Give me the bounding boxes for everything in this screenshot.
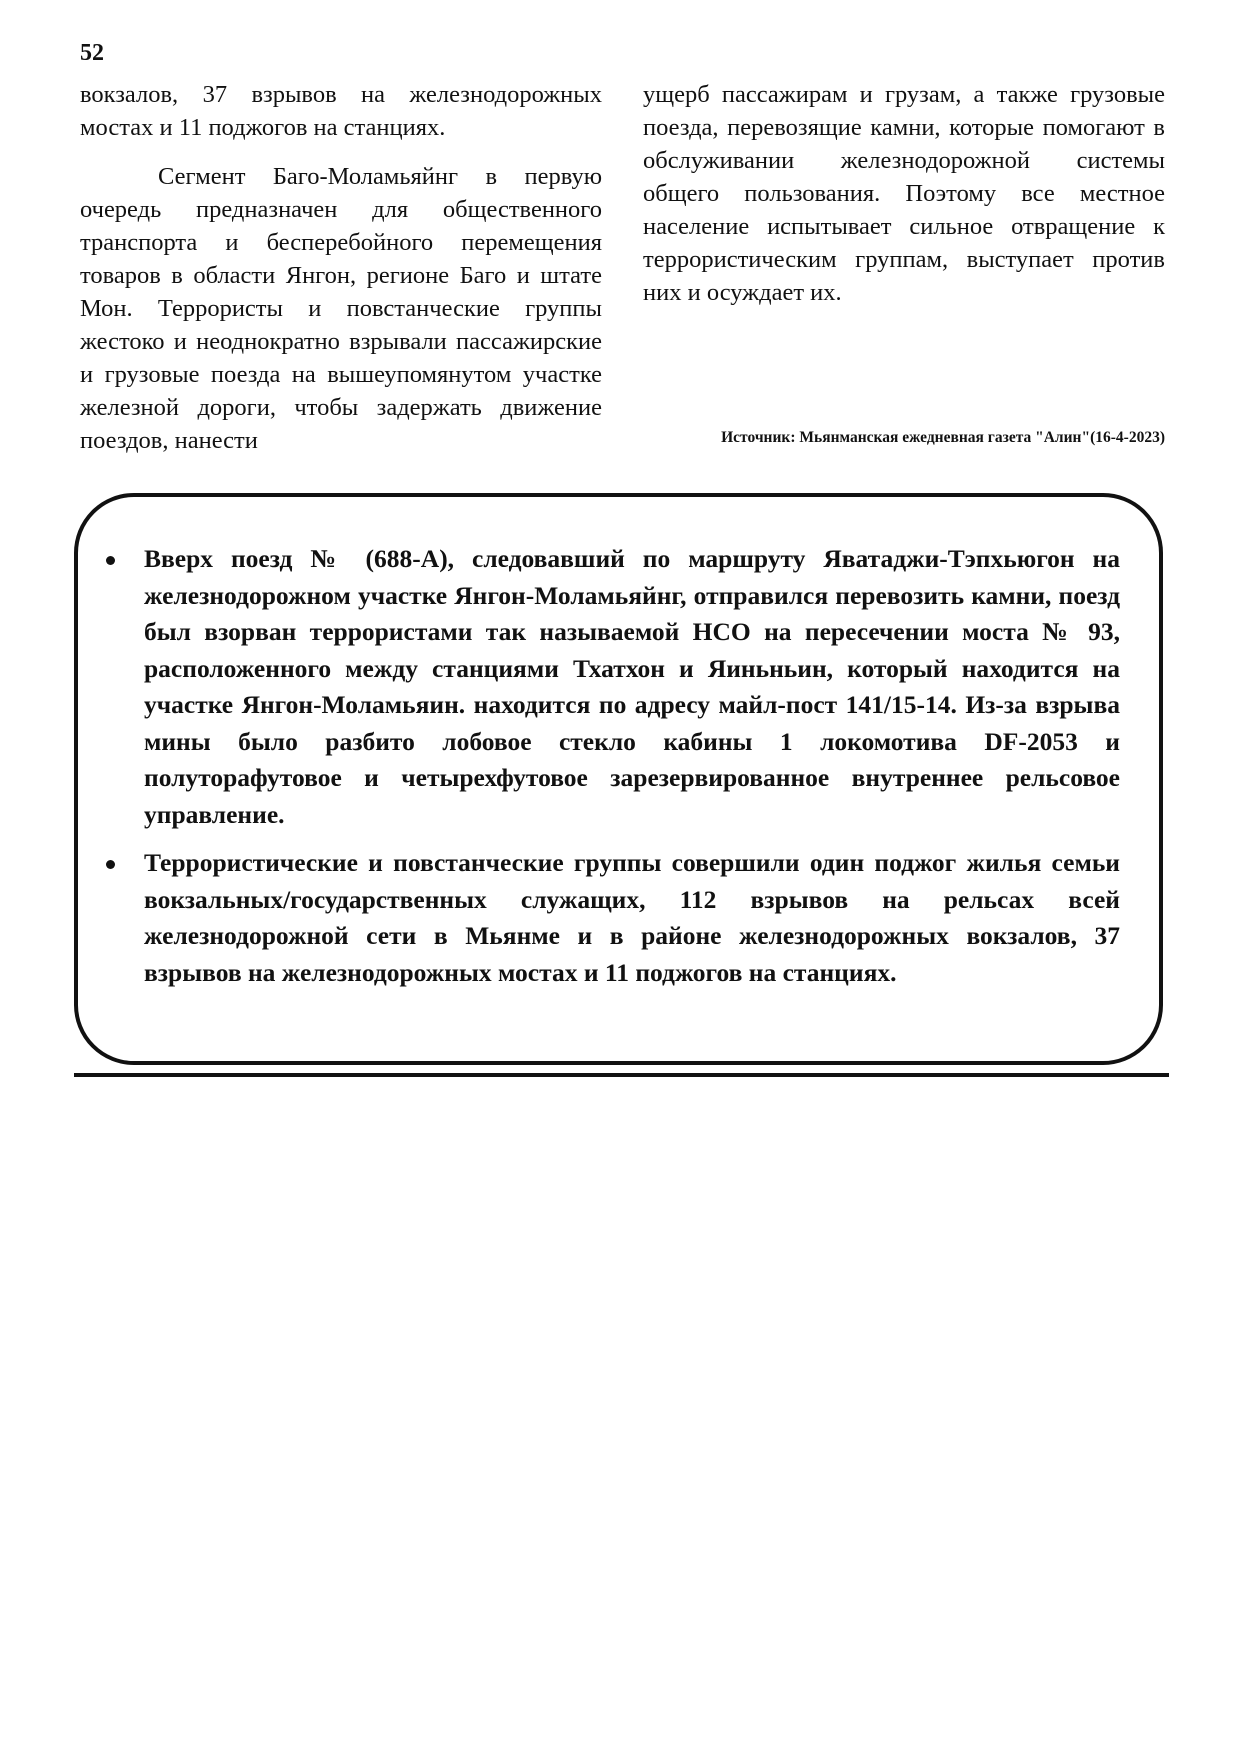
article-paragraph: вокзалов, 37 взрывов на железнодорожных мостах и 11 поджогов на станциях. bbox=[80, 81, 602, 141]
bottom-divider bbox=[74, 1073, 1169, 1077]
source-citation: Источник: Мьянманская ежедневная газета "Алин"(16-4-2023) bbox=[721, 429, 1165, 446]
article-right-column bbox=[643, 78, 1165, 309]
summary-list bbox=[144, 541, 1120, 1003]
summary-box bbox=[74, 493, 1163, 1065]
bullet-icon bbox=[106, 556, 115, 565]
page-number: 52 bbox=[80, 40, 104, 66]
article-paragraph: ущерб пассажирам и грузам, а также грузовые поезда, перевозящие камни, которые помогают в обслуживании железнодорожной системы общего пользования. Поэтому все местное население испытывает сильное отвращение к террористическим группам, выступает против них и осуждает их. bbox=[643, 81, 1165, 306]
article-paragraph: Сегмент Баго-Моламьяйнг в первую очередь предназначен для общественного транспорта и бесперебойного перемещения товаров в области Янгон, регионе Баго и штате Мон. Террористы и повстанческие группы жестоко и неоднократно взрывали пассажирские и грузовые поезда на вышеупомянутом участке железной дороги, чтобы задержать движение поездов, нанести bbox=[80, 163, 602, 454]
summary-item bbox=[144, 541, 1120, 833]
summary-item-text: Вверх поезд № (688-А), следовавший по маршруту Яватаджи-Тэпхьюгон на железнодорожном участке Янгон-Моламьяйнг, отправился перевозить камни, поезд был взорван террористами так называемой НСО на пересечении моста № 93, расположенного между станциями Тхатхон и Яиньньин, который находится на участке Янгон-Моламьяин. находится по адресу майл-пост 141/15-14. Из-за взрыва мины было разбито лобовое стекло кабины 1 локомотива DF-2053 и полуторафутовое и четырехфутовое зарезервированное внутреннее рельсовое управление. bbox=[144, 544, 1120, 829]
article-left-column bbox=[80, 78, 602, 457]
bullet-icon bbox=[106, 860, 115, 869]
summary-item-text: Террористические и повстанческие группы совершили один поджог жилья семьи вокзальных/государственных служащих, 112 взрывов на рельсах всей железнодорожной сети в Мьянме и в районе железнодорожных вокзалов, 37 взрывов на железнодорожных мостах и 11 поджогов на станциях. bbox=[144, 848, 1120, 987]
summary-item bbox=[144, 845, 1120, 991]
